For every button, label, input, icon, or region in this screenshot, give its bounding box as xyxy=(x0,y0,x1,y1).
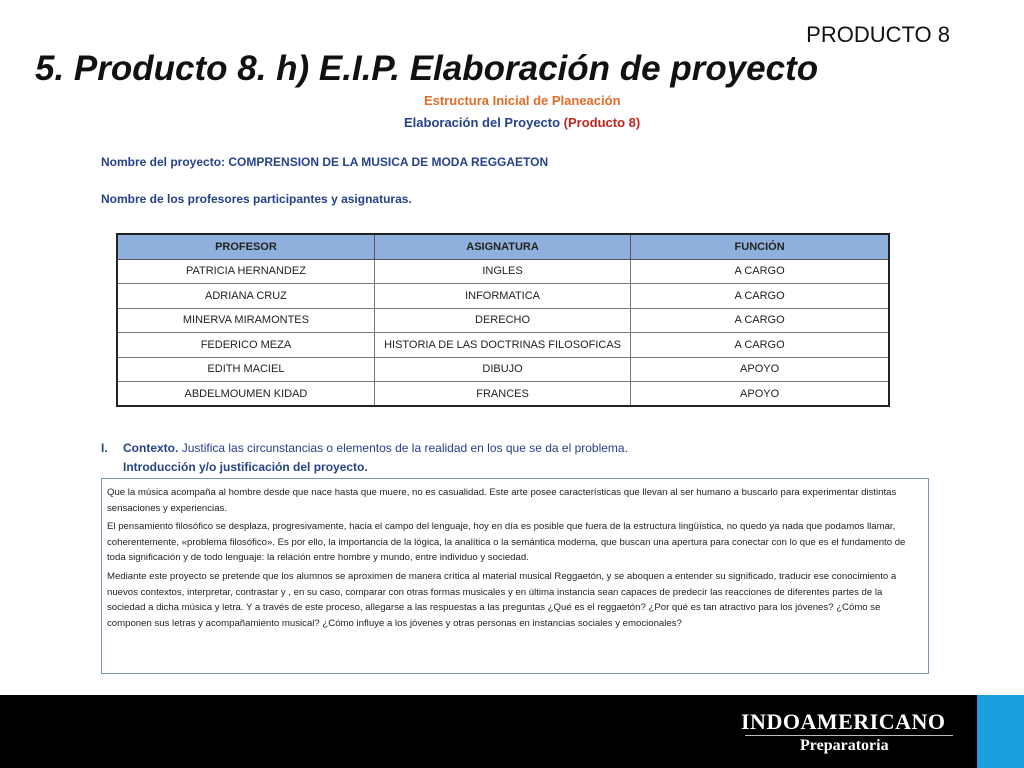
school-logo: INDOAMERICANO xyxy=(741,709,946,734)
cell-asignatura: INFORMATICA xyxy=(374,284,630,309)
context-paragraph: Mediante este proyecto se pretende que los alumnos se aproximen de manera crítica al material musical Reggaetón, y se aboquen a entender su significado, traducir ese conocimiento a nuevos contextos, interpretar, contrastar y , en su caso, comparar con otras formas musicales y en última instancia sean capaces de predecir las reacciones de diferentes partes de la sociedad a dicha música y letra. Y a través de este proceso, allegarse a las respuestas a las preguntas ¿Qué es el reggaetón? ¿Por qué es tan atractivo para los jóvenes? ¿Cómo se componen sus letras y acompañamiento musical? ¿Cómo influye a los jóvenes y otras personas en instancias sociales y emocionales? xyxy=(107,570,897,629)
cell-funcion: A CARGO xyxy=(631,308,889,333)
page-title: 5. Producto 8. h) E.I.P. Elaboración de proyecto xyxy=(35,49,819,88)
table-row xyxy=(117,308,889,333)
context-label: Contexto. xyxy=(123,441,179,455)
cell-asignatura: DERECHO xyxy=(374,308,630,333)
col-header-funcion: FUNCIÓN xyxy=(631,234,889,259)
cell-profesor: ABDELMOUMEN KIDAD xyxy=(117,382,374,407)
cell-asignatura: DIBUJO xyxy=(374,357,630,382)
professors-table xyxy=(116,233,890,407)
context-heading xyxy=(101,441,628,455)
project-name: Nombre del proyecto: COMPRENSION DE LA MUSICA DE MODA REGGAETON xyxy=(101,155,549,169)
table-header-row xyxy=(117,234,889,259)
col-header-profesor: PROFESOR xyxy=(117,234,374,259)
cell-asignatura: FRANCES xyxy=(374,382,630,407)
footer-accent-block xyxy=(977,695,1024,768)
project-elaboration-label: Elaboración del Proyecto xyxy=(404,115,561,130)
col-header-asignatura: ASIGNATURA xyxy=(374,234,630,259)
logo-divider xyxy=(745,735,953,736)
intro-heading: Introducción y/o justificación del proyecto. xyxy=(123,460,368,474)
cell-profesor: EDITH MACIEL xyxy=(117,357,374,382)
footer-bar xyxy=(0,695,1024,768)
cell-funcion: APOYO xyxy=(631,357,889,382)
context-paragraph: El pensamiento filosófico se desplaza, progresivamente, hacia el campo del lenguaje, hoy en día es posible que fuera de la estructura lingüística, no quedo ya nada que podamos llamar, coherentemente, «problema filosófico». Es por ello, la importancia de la lógica, la analítica o la semántica moderna, que buscan una apertura para conectar con lo que es el fundamento de toda significación y de todo lenguaje: la relación entre hombre y mundo, entre individuo y sociedad. xyxy=(107,521,906,564)
professors-heading: Nombre de los profesores participantes y asignaturas. xyxy=(101,192,412,206)
product-tag: (Producto 8) xyxy=(563,115,641,130)
cell-profesor: MINERVA MIRAMONTES xyxy=(117,308,374,333)
table-row xyxy=(117,382,889,407)
cell-funcion: APOYO xyxy=(631,382,889,407)
context-text-box xyxy=(101,478,929,674)
cell-asignatura: HISTORIA DE LAS DOCTRINAS FILOSOFICAS xyxy=(374,333,630,358)
corner-label: PRODUCTO 8 xyxy=(806,22,950,47)
context-paragraph: Que la música acompaña al hombre desde que nace hasta que muere, no es casualidad. Este arte posee características que llevan al ser humano a buscarlo para experimentar distintas sensaciones y experiencias. xyxy=(107,487,897,514)
cell-profesor: FEDERICO MEZA xyxy=(117,333,374,358)
cell-asignatura: INGLES xyxy=(374,259,630,284)
structure-heading: Estructura Inicial de Planeación xyxy=(424,93,621,108)
section-numeral: I. xyxy=(101,441,108,455)
cell-profesor: PATRICIA HERNANDEZ xyxy=(117,259,374,284)
table-row xyxy=(117,259,889,284)
school-logo-subtitle: Preparatoria xyxy=(800,737,889,754)
cell-funcion: A CARGO xyxy=(631,333,889,358)
table-row xyxy=(117,357,889,382)
cell-funcion: A CARGO xyxy=(631,259,889,284)
table-row xyxy=(117,333,889,358)
cell-funcion: A CARGO xyxy=(631,284,889,309)
context-description: Justifica las circunstancias o elementos de la realidad en los que se da el problema. xyxy=(181,441,628,455)
project-elaboration-heading xyxy=(404,115,640,130)
cell-profesor: ADRIANA CRUZ xyxy=(117,284,374,309)
table-row xyxy=(117,284,889,309)
